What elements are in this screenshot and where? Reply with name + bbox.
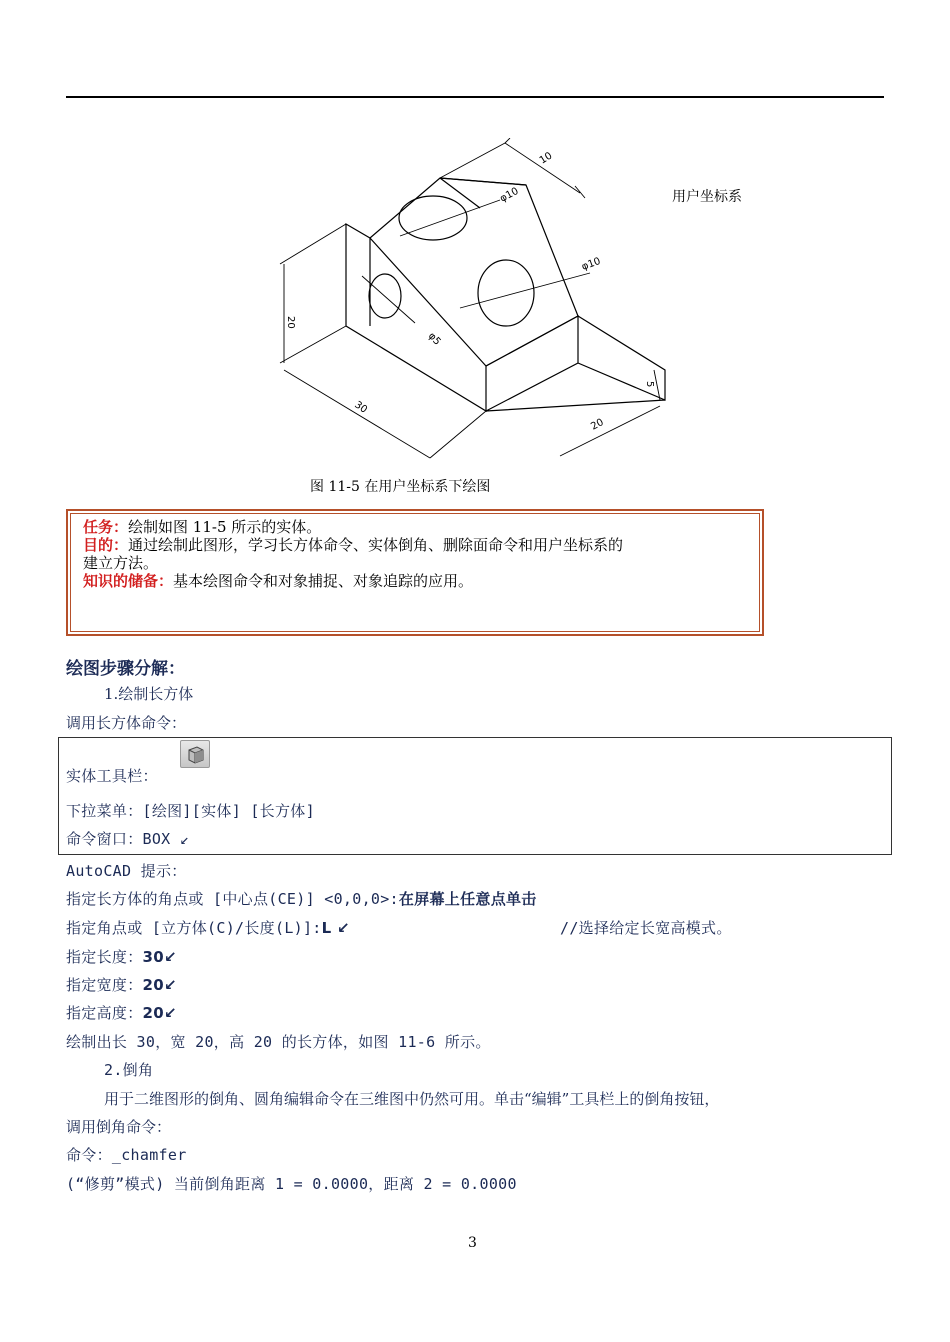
result-line: 绘制出长 30，宽 20，高 20 的长方体，如图 11-6 所示。: [66, 1033, 491, 1051]
isometric-drawing: [270, 138, 690, 468]
dim-slope-leader: [460, 273, 590, 308]
figure-side-label: 用户坐标系: [672, 189, 742, 205]
header-rule: [66, 96, 884, 98]
chamfer-status: (“修剪”模式) 当前倒角距离 1 = 0.0000，距离 2 = 0.0000: [66, 1175, 517, 1193]
width-value: 20↙: [142, 976, 177, 994]
dim-label-base-height: 5: [644, 381, 655, 388]
menu-line: 下拉菜单：[绘图][实体] [长方体]: [66, 802, 315, 820]
page-number: 3: [468, 1235, 477, 1251]
prompt1-text: 指定长方体的角点或 [中心点(CE)] <0,0,0>:: [66, 890, 399, 908]
autocad-prompt: AutoCAD 提示：: [66, 862, 187, 880]
height-line: [66, 1002, 177, 1023]
dim-label-front-hole: φ5: [425, 330, 443, 348]
height-value: 20↙: [142, 1004, 177, 1022]
length-value: 30↙: [142, 948, 177, 966]
task-text: 绘制如图 11-5 所示的实体。: [128, 518, 322, 536]
step2-title: 2.倒角: [104, 1061, 154, 1079]
slope-hole: [478, 260, 534, 326]
chamfer-paragraph: 用于二维图形的倒角、圆角编辑命令在三维图中仍然可用。单击“编辑”工具栏上的倒角按钮，: [104, 1090, 720, 1108]
top-hole: [399, 196, 467, 240]
prompt-corner: [66, 888, 537, 909]
chamfer-command: 命令：_chamfer: [66, 1146, 187, 1164]
length-line: [66, 946, 177, 967]
prompt1-bold: 在屏幕上任意点单击: [398, 890, 537, 908]
dim-front-length: [284, 370, 486, 458]
block-edges: [370, 178, 665, 411]
dim-label-slope-hole: φ10: [580, 255, 603, 273]
dim-label-top-depth: 10: [537, 150, 555, 167]
knowledge-text: 基本绘图命令和对象捕捉、对象追踪的应用。: [173, 572, 474, 590]
goal-text: 通过绘制此图形，学习长方体命令、实体倒角、删除面命令和用户坐标系的: [128, 536, 624, 554]
height-label: 指定高度：: [66, 1004, 143, 1022]
width-line: [66, 974, 177, 995]
task-box: [66, 509, 764, 636]
goal-text-cont: 建立方法。: [83, 554, 159, 572]
prompt2-comment: //选择给定长宽高模式。: [560, 919, 732, 937]
toolbar-line: 实体工具栏：: [66, 767, 158, 785]
dim-left-height: [280, 224, 346, 363]
knowledge-label: 知识的储备：: [83, 572, 174, 590]
prompt2-bold: L ↙: [321, 919, 350, 937]
width-label: 指定宽度：: [66, 976, 143, 994]
dim-label-front-height: 20: [285, 316, 296, 329]
invoke-box-line: 调用长方体命令：: [66, 714, 187, 732]
goal-label: 目的：: [83, 536, 129, 554]
chamfer-paragraph-cont: 调用倒角命令：: [66, 1118, 172, 1136]
dim-label-front-length: 30: [352, 399, 370, 416]
step1-title: 1.绘制长方体: [104, 685, 194, 703]
dim-label-top-hole: φ10: [498, 185, 521, 205]
length-label: 指定长度：: [66, 948, 143, 966]
steps-heading: 绘图步骤分解：: [66, 659, 185, 679]
dim-base-depth: [560, 406, 660, 456]
box-icon: [180, 740, 210, 768]
block-outline: [346, 178, 578, 411]
cmd-window-line: 命令窗口：BOX ↙: [66, 830, 190, 848]
prompt-length-mode: [66, 917, 350, 938]
task-label: 任务：: [83, 518, 129, 536]
dim-top-hole-leader: [400, 200, 500, 236]
dim-label-base-depth: 20: [589, 416, 606, 433]
figure-caption: 图 11-5 在用户坐标系下绘图: [310, 479, 491, 495]
prompt2-text: 指定角点或 [立方体(C)/长度(L)]:: [66, 919, 322, 937]
